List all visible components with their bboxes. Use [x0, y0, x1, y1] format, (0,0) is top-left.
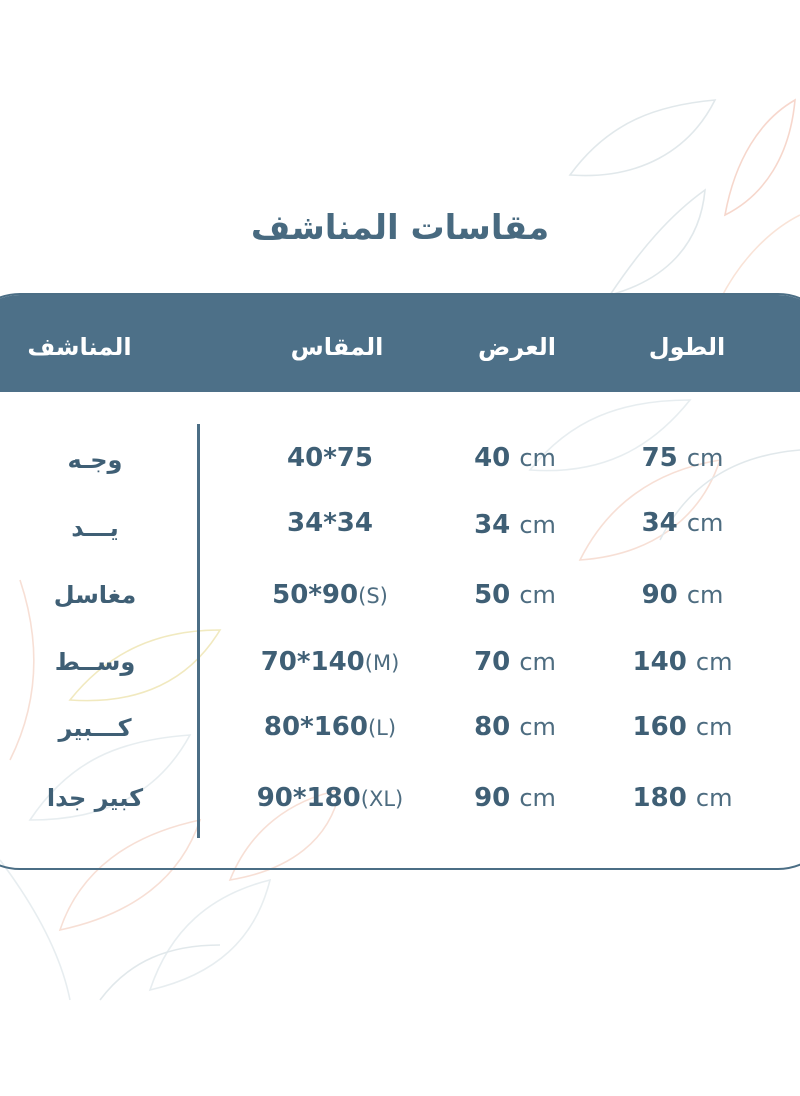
length-value [605, 575, 760, 615]
towel-name: يـــد [71, 514, 119, 542]
width-value [440, 438, 590, 478]
towel-name: كـــبير [58, 714, 132, 742]
width-number: 50 [474, 580, 511, 610]
size-value [230, 503, 430, 543]
width-value [440, 505, 590, 545]
size-code: (S) [358, 584, 388, 608]
header-size: المقاس [290, 333, 384, 361]
width-value [440, 575, 590, 615]
size-value [230, 642, 430, 682]
table-header [0, 295, 800, 392]
width-unit: cm [519, 648, 556, 676]
header-towels: المناشف [27, 333, 132, 361]
size-dimensions: 40*75 [287, 443, 373, 473]
length-number: 160 [632, 712, 687, 742]
length-number: 140 [632, 647, 687, 677]
size-value [230, 707, 430, 747]
length-number: 180 [632, 783, 687, 813]
width-number: 90 [474, 783, 511, 813]
size-dimensions: 80*160 [263, 712, 368, 742]
length-number: 90 [641, 580, 678, 610]
length-unit: cm [686, 509, 724, 537]
size-dimensions: 90*180 [256, 783, 361, 813]
header-width: العرض [478, 333, 556, 361]
size-value [230, 575, 430, 615]
width-value [440, 642, 590, 682]
width-number: 34 [474, 510, 511, 540]
width-unit: cm [519, 581, 556, 609]
size-code: (M) [364, 651, 400, 675]
length-value [605, 778, 760, 818]
width-unit: cm [519, 784, 556, 812]
towel-name: مغاسل [53, 581, 137, 609]
length-value [605, 642, 760, 682]
width-number: 80 [474, 712, 511, 742]
length-unit: cm [695, 713, 733, 741]
column-divider [197, 424, 200, 838]
size-code: (L) [367, 716, 397, 740]
width-value [440, 778, 590, 818]
width-unit: cm [519, 713, 556, 741]
page-title: مقاسات المناشف [250, 208, 550, 248]
length-value [605, 503, 760, 543]
width-unit: cm [519, 511, 556, 539]
width-unit: cm [519, 444, 556, 472]
length-unit: cm [695, 784, 733, 812]
length-number: 75 [641, 443, 678, 473]
size-value [230, 438, 430, 478]
length-value [605, 438, 760, 478]
width-value [440, 707, 590, 747]
width-number: 40 [474, 443, 511, 473]
towel-name: وجـه [67, 446, 123, 474]
length-number: 34 [641, 508, 678, 538]
size-dimensions: 34*34 [287, 508, 373, 538]
size-code: (XL) [360, 787, 404, 811]
length-unit: cm [686, 444, 724, 472]
length-unit: cm [695, 648, 733, 676]
length-unit: cm [686, 581, 724, 609]
size-value [230, 778, 430, 818]
length-value [605, 707, 760, 747]
header-length: الطول [648, 333, 726, 361]
size-dimensions: 50*90 [272, 580, 359, 610]
size-dimensions: 70*140 [260, 647, 365, 677]
towel-name: وســط [54, 648, 136, 676]
width-number: 70 [474, 647, 511, 677]
towel-name: كبير جدا [46, 784, 144, 812]
